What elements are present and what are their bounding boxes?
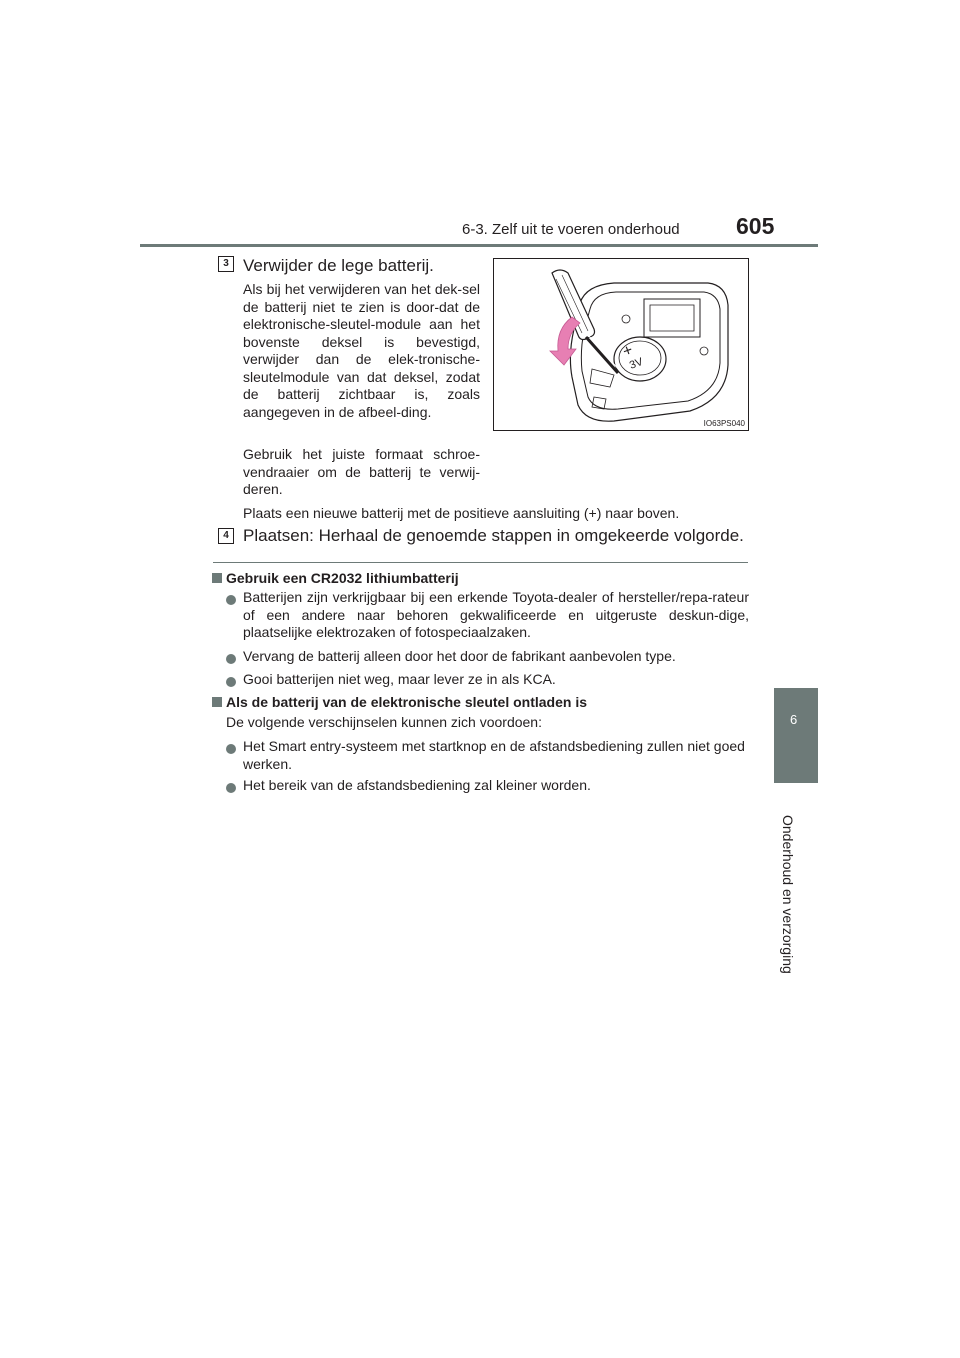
key-fob-illustration — [494, 259, 748, 430]
list-item-text: Gooi batterijen niet weg, maar lever ze in als KCA. — [243, 671, 556, 687]
list-item — [226, 671, 749, 692]
bullet-dot-icon — [226, 744, 236, 754]
list-item — [226, 589, 749, 642]
section-1-heading — [212, 570, 459, 586]
figure-code: IO63PS040 — [703, 419, 745, 428]
bullet-dot-icon — [226, 677, 236, 687]
list-item — [226, 738, 749, 773]
step-3-badge: 3 — [218, 256, 234, 272]
list-item-text: Batterijen zijn verkrijgbaar bij een erkende Toyota-dealer of hersteller/repa-rateur of een andere naar behoren gekwalificeerde en uitgeruste deskun-dige, plaatselijke elektrozaken of fotospeciaalzaken. — [243, 589, 749, 640]
bullet-dot-icon — [226, 654, 236, 664]
section-divider — [213, 562, 748, 563]
section-square-icon — [212, 573, 222, 583]
section-2-heading — [212, 694, 587, 710]
step-4-title: Plaatsen: Herhaal de genoemde stappen in omgekeerde volgorde. — [243, 526, 744, 545]
section-square-icon — [212, 697, 222, 707]
list-item-text: Het Smart entry-systeem met startknop en de afstandsbediening zullen niet goed werken. — [243, 738, 745, 772]
list-item — [226, 777, 749, 798]
bullet-dot-icon — [226, 595, 236, 605]
list-item-text: Vervang de batterij alleen door het door de fabrikant aanbevolen type. — [243, 648, 676, 664]
chapter-tab — [774, 688, 818, 783]
bullet-dot-icon — [226, 783, 236, 793]
section-2-heading-text: Als de batterij van de elektronische sleutel ontladen is — [226, 694, 587, 710]
step-3-paragraph-2: Gebruik het juiste formaat schroe-vendraaier om de batterij te verwij-deren. — [243, 446, 480, 497]
section-1-heading-text: Gebruik een CR2032 lithiumbatterij — [226, 570, 459, 586]
section-2-intro: De volgende verschijnselen kunnen zich voordoen: — [226, 714, 542, 730]
battery-plus-label: + — [620, 341, 636, 361]
list-item — [226, 648, 749, 669]
chapter-tab-label: Onderhoud en verzorging — [780, 815, 796, 974]
header-rule — [140, 244, 818, 247]
list-item-text: Het bereik van de afstandsbediening zal kleiner worden. — [243, 777, 591, 793]
battery-voltage-label: 3V — [627, 355, 645, 372]
step-3-title: Verwijder de lege batterij. — [243, 256, 434, 275]
header-section-title: 6-3. Zelf uit te voeren onderhoud — [462, 221, 680, 238]
chapter-tab-number: 6 — [790, 712, 798, 727]
step-3-paragraph-3: Plaats een nieuwe batterij met de positieve aansluiting (+) naar boven. — [243, 505, 680, 521]
step-3-paragraph-1: Als bij het verwijderen van het dek-sel de batterij niet te zien is door-dat de elektronische-sleutel-module aan het bovenste deksel is bevestigd, verwijder dan de elek-tronische-sleutelmodule van dat deksel, zodat de batterij zichtbaar is, zoals aangegeven in de afbeel-ding. — [243, 281, 480, 420]
page-number: 605 — [736, 213, 775, 239]
step-4-badge: 4 — [218, 528, 234, 544]
battery-removal-figure — [493, 258, 749, 431]
